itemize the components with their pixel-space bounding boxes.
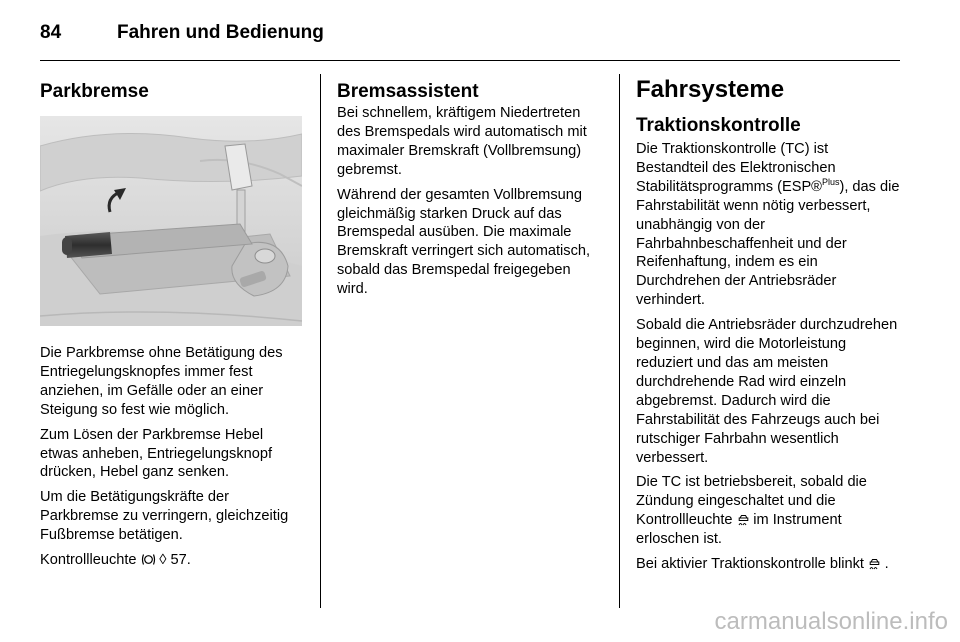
header-rule (40, 60, 900, 61)
traktion-p4-text-a: Bei aktivier Traktionskontrolle blinkt (636, 556, 864, 573)
traktion-p3-text-a: Die TC ist betriebsbereit, sobald die Zündung eingeschaltet und die Kontrollleuchte (636, 474, 867, 529)
section-title-parkbremse: Parkbremse (40, 81, 149, 102)
watermark: carmanualsonline.info (714, 608, 948, 635)
parkbremse-paragraph-1: Die Parkbremse ohne Betätigung des Entriegelungsknopfes immer fest anziehen, im Gefälle oder an einer Steigung so fest wie möglich. (40, 345, 283, 418)
traktion-paragraph-1 (636, 140, 904, 310)
bremsassistent-paragraph-2: Während der gesamten Vollbremsung gleichmäßig starken Druck auf das Bremspedal ausüben. Die maximale Bremskraft verringert sich automatisch, sobald das Bremspedal freigegeben wird. (337, 186, 591, 298)
column-divider-right (619, 74, 620, 608)
traktion-p1-text-b: ), das die Fahrstabilität wenn nötig verbessert, unabhängig von der Fahrbahnbeschaffenheit und der Reifenhaftung, indem es ein Durchdrehen der Antriebsräder verhindert. (636, 178, 900, 309)
traktion-p1-text-a: Die Traktionskontrolle (TC) ist Bestandteil des Elektronischen Stabilitätsprogramms (ESP® (636, 141, 836, 195)
bremsassistent-paragraph-1: Bei schnellem, kräftigem Niedertreten des Bremspedals wird automatisch mit maximaler Bremskraft (Vollbremsung) gebremst. (337, 105, 587, 178)
column-parkbremse (40, 74, 305, 576)
brake-warning-icon (141, 552, 160, 567)
section-title-bremsassistent: Bremsassistent (337, 81, 479, 102)
page-number: 84 (40, 22, 62, 43)
traktion-paragraph-4 (636, 555, 904, 574)
parking-brake-illustration (40, 116, 302, 326)
page-header (40, 22, 324, 46)
traction-control-icon (737, 512, 754, 527)
page-reference-number: 57. (170, 552, 191, 569)
parkbremse-paragraph-2: Zum Lösen der Parkbremse Hebel etwas anheben, Entriegelungsknopf drücken, Hebel ganz senken. (40, 426, 273, 481)
warning-light-label: Kontrollleuchte (40, 552, 137, 569)
traktion-p3-text-b: im Instrument erloschen ist. (636, 512, 842, 548)
esp-plus-superscript: Plus (821, 176, 840, 187)
page-reference-icon: ◊ (159, 552, 167, 569)
parkbremse-paragraph-4 (40, 551, 305, 570)
traktion-paragraph-3 (636, 473, 904, 549)
traction-control-icon (868, 556, 885, 571)
column-divider-left (320, 74, 321, 608)
section-title-fahrsysteme: Fahrsysteme (636, 76, 785, 103)
subsection-title-traktionskontrolle: Traktionskontrolle (636, 115, 801, 136)
chapter-title: Fahren und Bedienung (117, 22, 324, 43)
parkbremse-paragraph-3: Um die Betätigungskräfte der Parkbremse zu verringern, gleichzeitig Fußbremse betätigen. (40, 489, 289, 544)
traktion-paragraph-2: Sobald die Antriebsräder durchzudrehen beginnen, wird die Motorleistung reduziert und das am meisten durchdrehende Rad wird einzeln abgebremst. Dadurch wird die Fahrstabilität des Fahrzeugs auch bei rutschiger Fahrbahn wesentlich verbessert. (636, 317, 898, 466)
traktion-p4-text-b: . (884, 556, 889, 573)
column-fahrsysteme (636, 74, 904, 580)
column-bremsassistent (337, 74, 605, 305)
